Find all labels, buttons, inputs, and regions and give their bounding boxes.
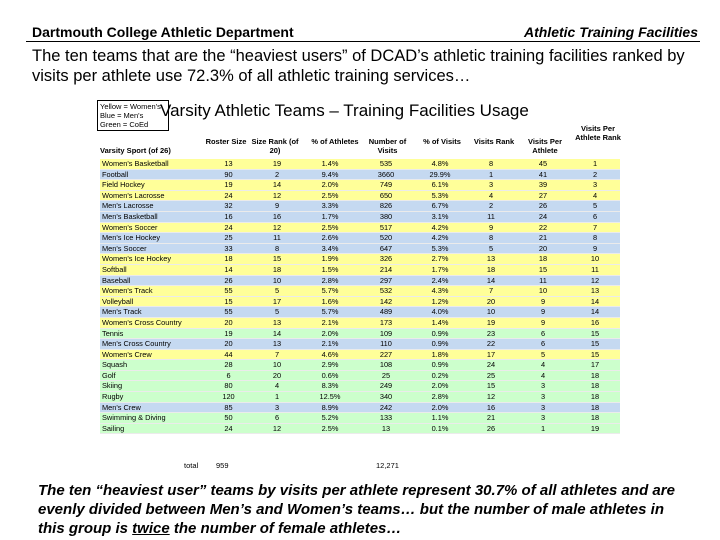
cell-pct-visits: 4.2% <box>414 233 466 244</box>
cell-per-athlete: 9 <box>516 296 570 307</box>
cell-visits: 326 <box>358 254 414 265</box>
table-row <box>100 349 620 360</box>
cell-pct-athletes: 2.5% <box>302 190 358 201</box>
table-row <box>100 402 620 413</box>
cell-pct-visits: 6.1% <box>414 180 466 191</box>
cell-size-rank: 3 <box>252 402 302 413</box>
cell-visits-rank: 26 <box>466 423 516 434</box>
table-row <box>100 254 620 265</box>
table-row <box>100 190 620 201</box>
col-header-size-rank: Size Rank (of 20) <box>251 137 299 155</box>
cell-roster: 55 <box>205 286 252 297</box>
table-row <box>100 317 620 328</box>
cell-per-athlete: 18 <box>516 254 570 265</box>
cell-size-rank: 18 <box>252 264 302 275</box>
cell-per-athlete-rank: 9 <box>570 243 620 254</box>
cell-per-athlete-rank: 14 <box>570 307 620 318</box>
cell-per-athlete-rank: 7 <box>570 222 620 233</box>
table-row <box>100 328 620 339</box>
col-header-roster: Roster Size <box>205 137 247 146</box>
cell-roster: 50 <box>205 413 252 424</box>
cell-pct-athletes: 0.6% <box>302 370 358 381</box>
cell-visits: 214 <box>358 264 414 275</box>
cell-sport: Women's Basketball <box>100 159 205 169</box>
cell-roster: 6 <box>205 370 252 381</box>
cell-per-athlete-rank: 14 <box>570 296 620 307</box>
cell-sport: Men's Cross Country <box>100 339 205 350</box>
cell-pct-athletes: 4.6% <box>302 349 358 360</box>
cell-roster: 24 <box>205 222 252 233</box>
col-header-pct-athletes: % of Athletes <box>311 137 359 146</box>
cell-size-rank: 9 <box>252 201 302 212</box>
closing-emphasis: twice <box>132 520 170 537</box>
cell-roster: 120 <box>205 392 252 403</box>
cell-sport: Football <box>100 169 205 180</box>
cell-visits-rank: 21 <box>466 413 516 424</box>
table-row <box>100 423 620 434</box>
cell-pct-visits: 4.2% <box>414 222 466 233</box>
cell-per-athlete: 15 <box>516 264 570 275</box>
cell-sport: Sailing <box>100 423 205 434</box>
cell-visits-rank: 12 <box>466 392 516 403</box>
cell-pct-visits: 29.9% <box>414 169 466 180</box>
cell-pct-visits: 1.7% <box>414 264 466 275</box>
table-row <box>100 296 620 307</box>
cell-per-athlete: 6 <box>516 328 570 339</box>
cell-visits-rank: 18 <box>466 264 516 275</box>
cell-visits: 173 <box>358 317 414 328</box>
cell-per-athlete: 4 <box>516 360 570 371</box>
cell-size-rank: 12 <box>252 423 302 434</box>
cell-pct-athletes: 5.7% <box>302 286 358 297</box>
cell-sport: Women's Soccer <box>100 222 205 233</box>
total-label: total <box>184 461 199 470</box>
cell-pct-athletes: 2.1% <box>302 317 358 328</box>
cell-size-rank: 10 <box>252 275 302 286</box>
cell-visits-rank: 2 <box>466 201 516 212</box>
cell-per-athlete: 45 <box>516 159 570 169</box>
cell-pct-visits: 4.0% <box>414 307 466 318</box>
cell-per-athlete-rank: 6 <box>570 211 620 222</box>
cell-visits: 142 <box>358 296 414 307</box>
cell-size-rank: 19 <box>252 159 302 169</box>
cell-per-athlete: 26 <box>516 201 570 212</box>
col-header-visits: Number of Visits <box>368 137 407 155</box>
cell-pct-athletes: 8.3% <box>302 381 358 392</box>
cell-pct-athletes: 8.9% <box>302 402 358 413</box>
cell-per-athlete-rank: 18 <box>570 413 620 424</box>
cell-roster: 85 <box>205 402 252 413</box>
cell-roster: 25 <box>205 233 252 244</box>
cell-size-rank: 15 <box>252 254 302 265</box>
cell-sport: Swimming & Diving <box>100 413 205 424</box>
cell-per-athlete-rank: 4 <box>570 190 620 201</box>
cell-per-athlete-rank: 13 <box>570 286 620 297</box>
cell-per-athlete: 9 <box>516 307 570 318</box>
table-row <box>100 339 620 350</box>
cell-per-athlete: 24 <box>516 211 570 222</box>
table-row <box>100 264 620 275</box>
color-legend <box>97 100 169 131</box>
cell-size-rank: 5 <box>252 307 302 318</box>
cell-size-rank: 13 <box>252 317 302 328</box>
cell-visits: 749 <box>358 180 414 191</box>
cell-per-athlete-rank: 18 <box>570 402 620 413</box>
cell-visits: 489 <box>358 307 414 318</box>
cell-roster: 13 <box>205 159 252 169</box>
cell-roster: 55 <box>205 307 252 318</box>
table-row <box>100 381 620 392</box>
cell-pct-visits: 5.3% <box>414 190 466 201</box>
cell-size-rank: 1 <box>252 392 302 403</box>
cell-pct-visits: 5.3% <box>414 243 466 254</box>
cell-visits: 249 <box>358 381 414 392</box>
cell-pct-visits: 0.9% <box>414 339 466 350</box>
cell-visits: 520 <box>358 233 414 244</box>
table-row <box>100 233 620 244</box>
cell-pct-visits: 4.8% <box>414 159 466 169</box>
cell-per-athlete: 22 <box>516 222 570 233</box>
cell-sport: Volleyball <box>100 296 205 307</box>
cell-visits-rank: 10 <box>466 307 516 318</box>
table-row <box>100 307 620 318</box>
cell-visits: 3660 <box>358 169 414 180</box>
cell-sport: Men's Crew <box>100 402 205 413</box>
cell-visits: 227 <box>358 349 414 360</box>
cell-visits-rank: 14 <box>466 275 516 286</box>
cell-pct-athletes: 2.5% <box>302 423 358 434</box>
cell-visits-rank: 20 <box>466 296 516 307</box>
cell-size-rank: 7 <box>252 349 302 360</box>
cell-visits: 340 <box>358 392 414 403</box>
table-row <box>100 392 620 403</box>
cell-per-athlete-rank: 18 <box>570 392 620 403</box>
cell-per-athlete-rank: 17 <box>570 360 620 371</box>
cell-pct-visits: 0.2% <box>414 370 466 381</box>
cell-visits-rank: 8 <box>466 159 516 169</box>
cell-roster: 16 <box>205 211 252 222</box>
cell-pct-athletes: 2.1% <box>302 339 358 350</box>
cell-visits: 110 <box>358 339 414 350</box>
cell-sport: Squash <box>100 360 205 371</box>
cell-pct-visits: 1.1% <box>414 413 466 424</box>
closing-part1: The ten “heaviest user” teams by visits per athlete represent 30.7% of all athletes and are evenly divided between Men’s and Women’s teams… but the number of male athletes in this group is <box>38 482 675 537</box>
cell-per-athlete: 9 <box>516 317 570 328</box>
cell-sport: Men's Soccer <box>100 243 205 254</box>
cell-per-athlete: 4 <box>516 370 570 381</box>
cell-sport: Skiing <box>100 381 205 392</box>
cell-size-rank: 12 <box>252 222 302 233</box>
cell-roster: 80 <box>205 381 252 392</box>
legend-men: Blue = Men's <box>100 111 144 120</box>
cell-pct-visits: 2.0% <box>414 402 466 413</box>
table-row <box>100 243 620 254</box>
cell-visits-rank: 25 <box>466 370 516 381</box>
cell-per-athlete-rank: 12 <box>570 275 620 286</box>
cell-per-athlete-rank: 16 <box>570 317 620 328</box>
cell-pct-visits: 0.9% <box>414 360 466 371</box>
col-header-per-athlete: Visits Per Athlete <box>527 137 563 155</box>
cell-per-athlete: 1 <box>516 423 570 434</box>
cell-pct-visits: 6.7% <box>414 201 466 212</box>
table-title: Varsity Athletic Teams – Training Facilities Usage <box>160 101 529 120</box>
table-row <box>100 413 620 424</box>
cell-per-athlete-rank: 1 <box>570 159 620 169</box>
cell-size-rank: 14 <box>252 180 302 191</box>
cell-pct-athletes: 5.2% <box>302 413 358 424</box>
cell-per-athlete: 3 <box>516 413 570 424</box>
cell-size-rank: 13 <box>252 339 302 350</box>
cell-sport: Baseball <box>100 275 205 286</box>
cell-roster: 15 <box>205 296 252 307</box>
table-row <box>100 180 620 191</box>
cell-pct-visits: 1.2% <box>414 296 466 307</box>
cell-per-athlete: 27 <box>516 190 570 201</box>
cell-per-athlete-rank: 3 <box>570 180 620 191</box>
cell-roster: 33 <box>205 243 252 254</box>
cell-roster: 20 <box>205 317 252 328</box>
cell-size-rank: 20 <box>252 370 302 381</box>
cell-roster: 24 <box>205 190 252 201</box>
cell-pct-athletes: 2.5% <box>302 222 358 233</box>
cell-sport: Women's Cross Country <box>100 317 205 328</box>
cell-visits: 242 <box>358 402 414 413</box>
col-header-per-athlete-rank: Visits Per Athlete Rank <box>575 124 621 142</box>
cell-per-athlete-rank: 10 <box>570 254 620 265</box>
usage-table <box>100 159 620 434</box>
cell-per-athlete-rank: 15 <box>570 349 620 360</box>
cell-visits: 108 <box>358 360 414 371</box>
cell-sport: Women's Crew <box>100 349 205 360</box>
cell-pct-athletes: 1.7% <box>302 211 358 222</box>
header-bar <box>26 20 700 42</box>
cell-size-rank: 12 <box>252 190 302 201</box>
total-visits: 12,271 <box>376 461 399 470</box>
header-topic: Athletic Training Facilities <box>523 24 698 40</box>
cell-visits: 532 <box>358 286 414 297</box>
cell-roster: 44 <box>205 349 252 360</box>
cell-visits-rank: 23 <box>466 328 516 339</box>
cell-visits: 297 <box>358 275 414 286</box>
cell-pct-athletes: 2.6% <box>302 233 358 244</box>
cell-pct-athletes: 3.4% <box>302 243 358 254</box>
cell-pct-athletes: 2.9% <box>302 360 358 371</box>
cell-visits-rank: 9 <box>466 222 516 233</box>
cell-visits-rank: 13 <box>466 254 516 265</box>
cell-per-athlete-rank: 18 <box>570 370 620 381</box>
cell-size-rank: 17 <box>252 296 302 307</box>
cell-size-rank: 11 <box>252 233 302 244</box>
cell-visits-rank: 5 <box>466 243 516 254</box>
cell-per-athlete: 5 <box>516 349 570 360</box>
cell-visits: 535 <box>358 159 414 169</box>
cell-per-athlete: 21 <box>516 233 570 244</box>
cell-pct-visits: 1.4% <box>414 317 466 328</box>
table-row <box>100 360 620 371</box>
cell-visits-rank: 1 <box>466 169 516 180</box>
cell-roster: 90 <box>205 169 252 180</box>
cell-size-rank: 8 <box>252 243 302 254</box>
cell-visits-rank: 8 <box>466 233 516 244</box>
table-row <box>100 201 620 212</box>
cell-sport: Women's Lacrosse <box>100 190 205 201</box>
cell-roster: 24 <box>205 423 252 434</box>
cell-pct-visits: 0.9% <box>414 328 466 339</box>
cell-pct-visits: 2.4% <box>414 275 466 286</box>
cell-size-rank: 10 <box>252 360 302 371</box>
cell-sport: Field Hockey <box>100 180 205 191</box>
cell-per-athlete: 10 <box>516 286 570 297</box>
cell-pct-athletes: 2.0% <box>302 180 358 191</box>
col-header-pct-visits: % of Visits <box>423 137 461 146</box>
cell-per-athlete: 3 <box>516 392 570 403</box>
cell-per-athlete-rank: 2 <box>570 169 620 180</box>
cell-visits: 517 <box>358 222 414 233</box>
cell-size-rank: 6 <box>252 413 302 424</box>
table-row <box>100 169 620 180</box>
cell-per-athlete: 39 <box>516 180 570 191</box>
cell-pct-athletes: 9.4% <box>302 169 358 180</box>
closing-part2: the number of female athletes… <box>169 520 402 537</box>
cell-sport: Women's Ice Hockey <box>100 254 205 265</box>
cell-pct-visits: 2.7% <box>414 254 466 265</box>
cell-per-athlete-rank: 19 <box>570 423 620 434</box>
cell-roster: 26 <box>205 275 252 286</box>
cell-pct-visits: 0.1% <box>414 423 466 434</box>
cell-roster: 19 <box>205 328 252 339</box>
table-row <box>100 286 620 297</box>
cell-pct-athletes: 5.7% <box>302 307 358 318</box>
cell-visits-rank: 17 <box>466 349 516 360</box>
cell-visits-rank: 22 <box>466 339 516 350</box>
table-row <box>100 159 620 169</box>
cell-pct-visits: 4.3% <box>414 286 466 297</box>
cell-size-rank: 4 <box>252 381 302 392</box>
table-row <box>100 370 620 381</box>
header-department: Dartmouth College Athletic Department <box>32 24 294 40</box>
cell-pct-athletes: 1.4% <box>302 159 358 169</box>
cell-visits-rank: 7 <box>466 286 516 297</box>
legend-coed: Green = CoEd <box>100 120 149 129</box>
cell-per-athlete: 3 <box>516 381 570 392</box>
cell-pct-athletes: 2.8% <box>302 275 358 286</box>
cell-sport: Women's Track <box>100 286 205 297</box>
cell-visits: 650 <box>358 190 414 201</box>
legend-women: Yellow = Women's <box>100 102 161 111</box>
cell-visits-rank: 16 <box>466 402 516 413</box>
cell-pct-visits: 2.8% <box>414 392 466 403</box>
cell-visits: 133 <box>358 413 414 424</box>
cell-pct-athletes: 2.0% <box>302 328 358 339</box>
table-row <box>100 275 620 286</box>
cell-sport: Men's Basketball <box>100 211 205 222</box>
cell-visits: 826 <box>358 201 414 212</box>
cell-roster: 32 <box>205 201 252 212</box>
cell-visits: 13 <box>358 423 414 434</box>
cell-per-athlete: 11 <box>516 275 570 286</box>
cell-sport: Softball <box>100 264 205 275</box>
cell-per-athlete-rank: 5 <box>570 201 620 212</box>
cell-visits-rank: 15 <box>466 381 516 392</box>
cell-roster: 28 <box>205 360 252 371</box>
cell-visits: 380 <box>358 211 414 222</box>
cell-roster: 20 <box>205 339 252 350</box>
cell-per-athlete-rank: 15 <box>570 339 620 350</box>
cell-per-athlete: 20 <box>516 243 570 254</box>
cell-visits-rank: 19 <box>466 317 516 328</box>
cell-size-rank: 5 <box>252 286 302 297</box>
cell-visits-rank: 11 <box>466 211 516 222</box>
total-roster: 959 <box>216 461 229 470</box>
cell-pct-athletes: 1.9% <box>302 254 358 265</box>
cell-pct-visits: 2.0% <box>414 381 466 392</box>
cell-sport: Men's Lacrosse <box>100 201 205 212</box>
cell-roster: 18 <box>205 254 252 265</box>
cell-visits-rank: 24 <box>466 360 516 371</box>
cell-per-athlete: 41 <box>516 169 570 180</box>
cell-per-athlete: 6 <box>516 339 570 350</box>
table-row <box>100 211 620 222</box>
cell-size-rank: 16 <box>252 211 302 222</box>
cell-visits-rank: 3 <box>466 180 516 191</box>
cell-visits: 25 <box>358 370 414 381</box>
cell-size-rank: 2 <box>252 169 302 180</box>
cell-per-athlete-rank: 15 <box>570 328 620 339</box>
cell-per-athlete-rank: 11 <box>570 264 620 275</box>
cell-per-athlete-rank: 18 <box>570 381 620 392</box>
cell-per-athlete-rank: 8 <box>570 233 620 244</box>
cell-roster: 14 <box>205 264 252 275</box>
cell-pct-athletes: 1.6% <box>302 296 358 307</box>
cell-visits: 109 <box>358 328 414 339</box>
closing-text <box>38 481 678 538</box>
cell-pct-athletes: 12.5% <box>302 392 358 403</box>
table-row <box>100 222 620 233</box>
cell-pct-visits: 1.8% <box>414 349 466 360</box>
cell-sport: Tennis <box>100 328 205 339</box>
col-header-visits-rank: Visits Rank <box>473 137 515 146</box>
cell-pct-athletes: 3.3% <box>302 201 358 212</box>
cell-visits-rank: 4 <box>466 190 516 201</box>
cell-per-athlete: 3 <box>516 402 570 413</box>
cell-sport: Men's Ice Hockey <box>100 233 205 244</box>
cell-pct-visits: 3.1% <box>414 211 466 222</box>
cell-size-rank: 14 <box>252 328 302 339</box>
lead-text: The ten teams that are the “heaviest users” of DCAD’s athletic training facilities ranked by visits per athlete use 72.3% of all athletic training services… <box>32 47 685 85</box>
col-header-sport: Varsity Sport (of 26) <box>100 146 171 155</box>
cell-sport: Rugby <box>100 392 205 403</box>
cell-pct-athletes: 1.5% <box>302 264 358 275</box>
cell-roster: 19 <box>205 180 252 191</box>
cell-sport: Men's Track <box>100 307 205 318</box>
cell-sport: Golf <box>100 370 205 381</box>
cell-visits: 647 <box>358 243 414 254</box>
